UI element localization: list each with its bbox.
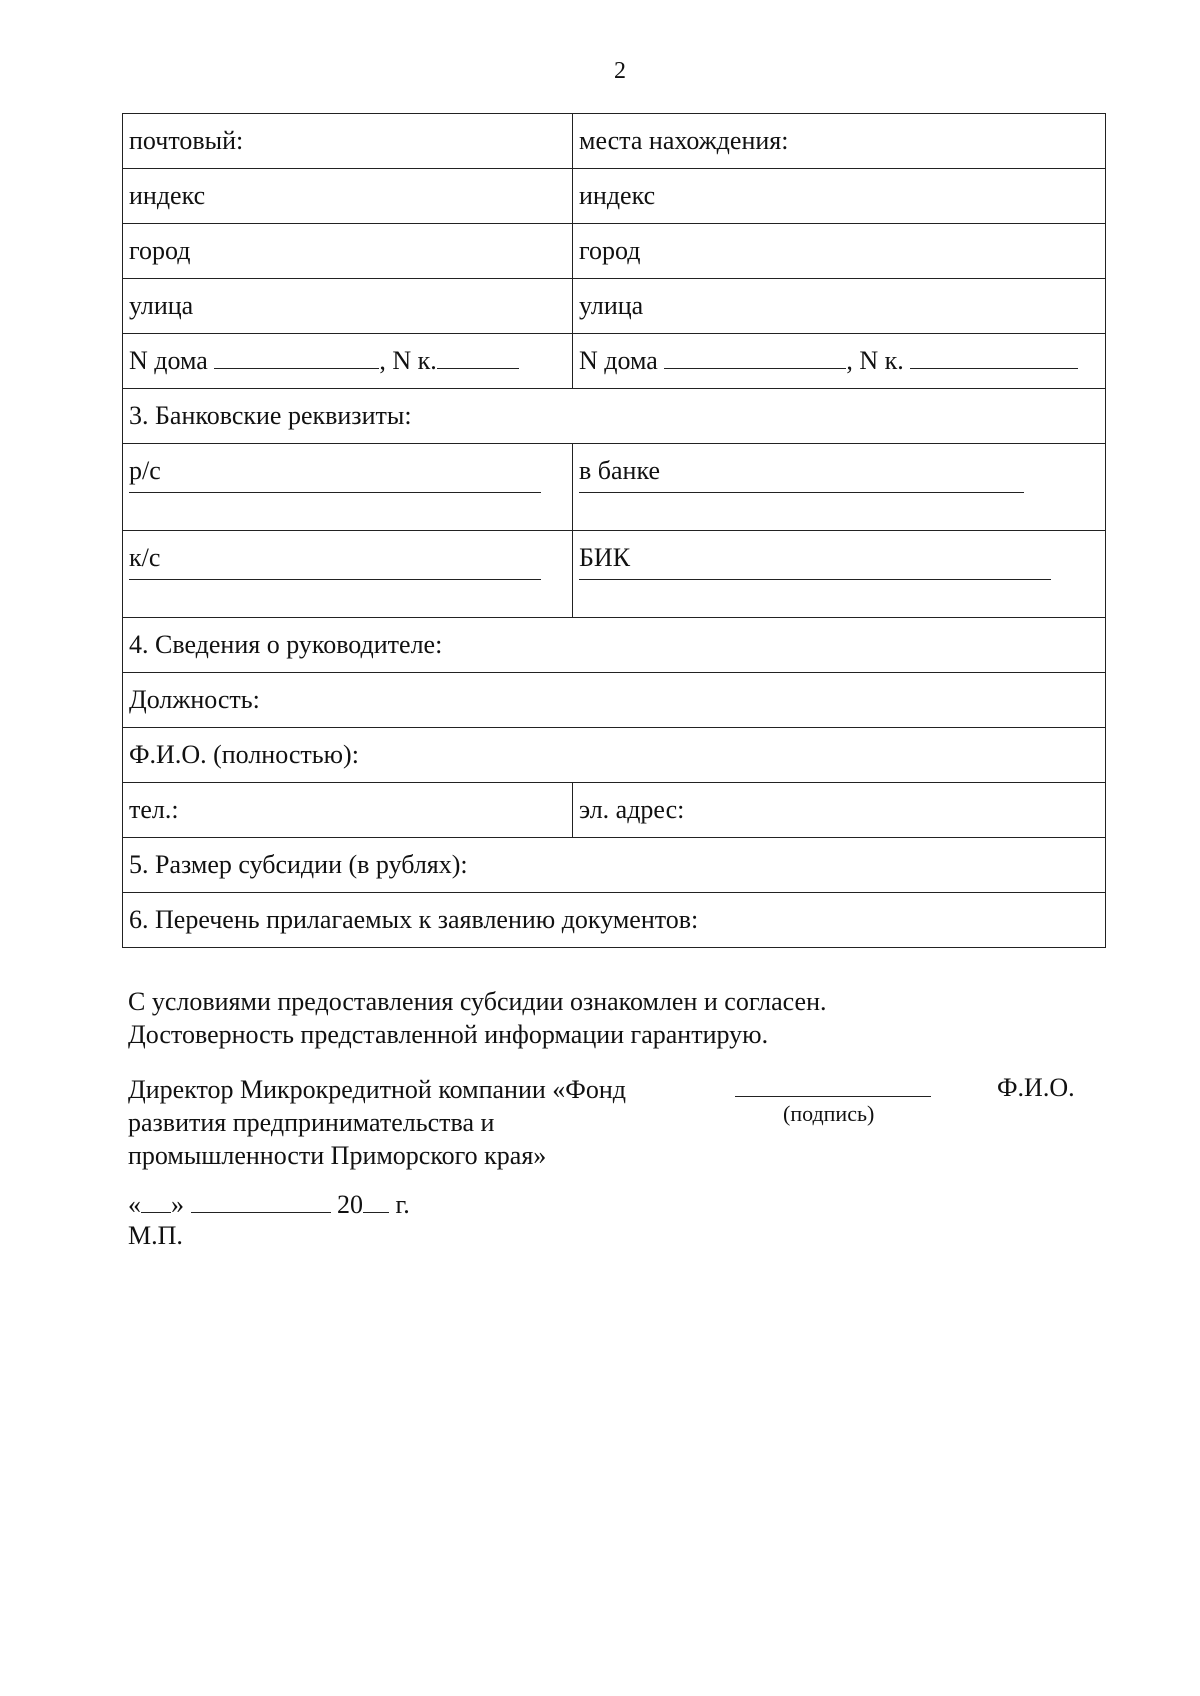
date-close-quote: » xyxy=(171,1190,184,1219)
application-form-table xyxy=(122,113,1106,948)
postal-city-field[interactable]: город xyxy=(123,224,573,279)
street-row xyxy=(123,279,1106,334)
ks-field[interactable] xyxy=(123,531,573,618)
director-line-1: Директор Микрокредитной компании «Фонд xyxy=(128,1075,626,1104)
postal-address-label: почтовый: xyxy=(123,114,573,169)
documents-list-field[interactable]: 6. Перечень прилагаемых к заявлению документов: xyxy=(123,893,1106,948)
email-field[interactable]: эл. адрес: xyxy=(573,783,1106,838)
location-index-field[interactable]: индекс xyxy=(573,169,1106,224)
date-year-prefix: 20 xyxy=(337,1190,363,1219)
location-corp-label: , N к. xyxy=(846,346,904,375)
director-title xyxy=(128,1073,626,1172)
subsidy-amount-field[interactable]: 5. Размер субсидии (в рублях): xyxy=(123,838,1106,893)
bank-section-row xyxy=(123,389,1106,444)
signature-fio-label: Ф.И.О. xyxy=(997,1073,1075,1102)
page-number: 2 xyxy=(614,58,626,84)
head-section-row xyxy=(123,618,1106,673)
phone-field[interactable]: тел.: xyxy=(123,783,573,838)
ks-bik-row xyxy=(123,531,1106,618)
date-year-blank[interactable] xyxy=(363,1192,389,1213)
date-line xyxy=(128,1190,410,1220)
postal-house-blank[interactable] xyxy=(214,346,379,369)
bank-field[interactable] xyxy=(573,444,1106,531)
location-house-field[interactable] xyxy=(573,334,1106,389)
signature-blank[interactable] xyxy=(735,1096,931,1097)
index-row xyxy=(123,169,1106,224)
bank-blank[interactable] xyxy=(579,492,1024,493)
postal-corp-label: , N к. xyxy=(379,346,437,375)
date-month-blank[interactable] xyxy=(191,1192,331,1213)
location-address-label: места нахождения: xyxy=(573,114,1106,169)
address-header-row xyxy=(123,114,1106,169)
house-row xyxy=(123,334,1106,389)
consent-line-1: С условиями предоставления субсидии ознакомлен и согласен. xyxy=(128,987,827,1016)
documents-row xyxy=(123,893,1106,948)
contacts-row xyxy=(123,783,1106,838)
location-street-field[interactable]: улица xyxy=(573,279,1106,334)
director-line-2: развития предпринимательства и xyxy=(128,1108,495,1137)
consent-line-2: Достоверность представленной информации гарантирую. xyxy=(128,1020,769,1049)
bank-section-title: 3. Банковские реквизиты: xyxy=(123,389,1106,444)
city-row xyxy=(123,224,1106,279)
postal-house-field[interactable] xyxy=(123,334,573,389)
postal-street-field[interactable]: улица xyxy=(123,279,573,334)
position-field[interactable]: Должность: xyxy=(123,673,1106,728)
date-day-blank[interactable] xyxy=(141,1192,171,1213)
date-year-suffix: г. xyxy=(395,1190,410,1219)
postal-index-field[interactable]: индекс xyxy=(123,169,573,224)
location-house-label: N дома xyxy=(579,346,658,375)
fio-row xyxy=(123,728,1106,783)
rs-bank-row xyxy=(123,444,1106,531)
bik-blank[interactable] xyxy=(579,579,1051,580)
bank-label: в банке xyxy=(579,456,660,485)
position-row xyxy=(123,673,1106,728)
rs-field[interactable] xyxy=(123,444,573,531)
location-corp-blank[interactable] xyxy=(910,346,1078,369)
postal-house-label: N дома xyxy=(129,346,208,375)
director-line-3: промышленности Приморского края» xyxy=(128,1141,547,1170)
date-open-quote: « xyxy=(128,1190,141,1219)
bik-label: БИК xyxy=(579,543,631,572)
fio-field[interactable]: Ф.И.О. (полностью): xyxy=(123,728,1106,783)
rs-label: р/с xyxy=(129,456,161,485)
rs-blank[interactable] xyxy=(129,492,541,493)
head-section-title: 4. Сведения о руководителе: xyxy=(123,618,1106,673)
signature-caption: (подпись) xyxy=(783,1101,875,1126)
postal-corp-blank[interactable] xyxy=(437,346,519,369)
location-house-blank[interactable] xyxy=(664,346,846,369)
ks-blank[interactable] xyxy=(129,579,541,580)
ks-label: к/с xyxy=(129,543,161,572)
bik-field[interactable] xyxy=(573,531,1106,618)
stamp-placeholder: М.П. xyxy=(128,1221,183,1250)
consent-statement xyxy=(128,985,827,1051)
location-city-field[interactable]: город xyxy=(573,224,1106,279)
subsidy-row xyxy=(123,838,1106,893)
